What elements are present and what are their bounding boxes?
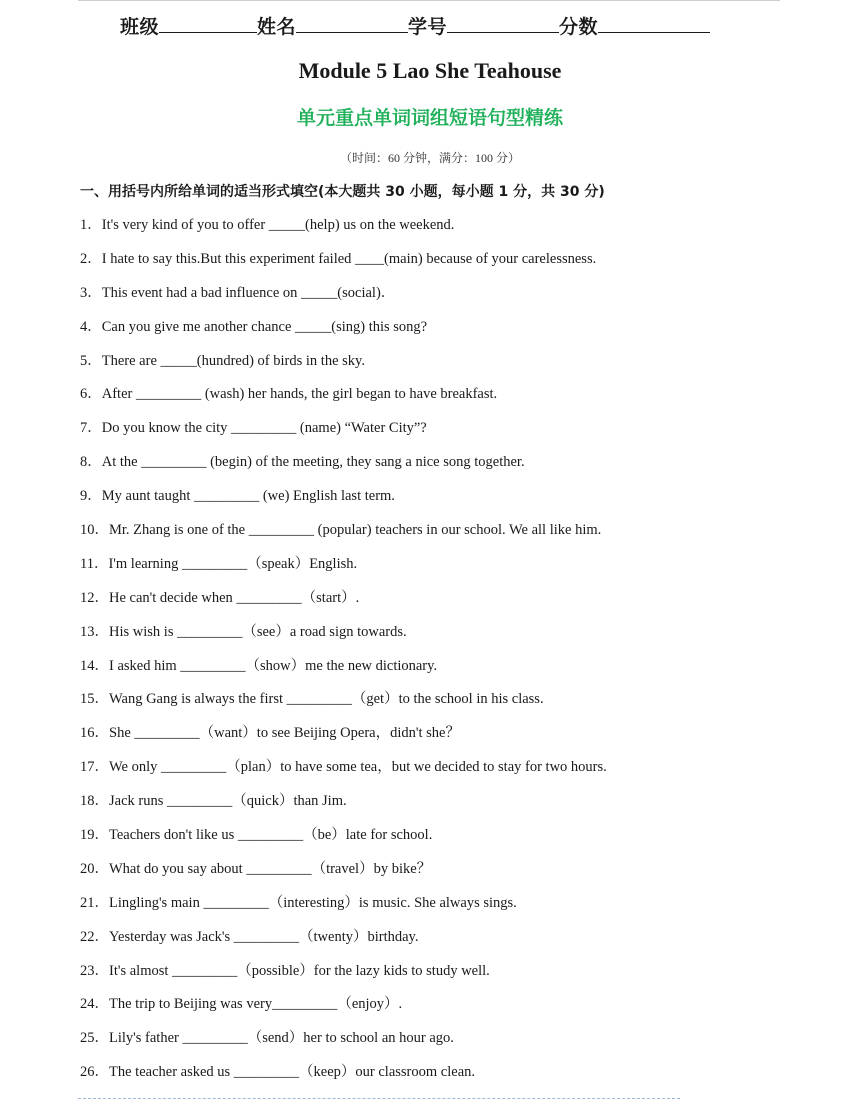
question-item: 16．She _________（want）to see Beijing Opera，didn't she？ [80, 725, 460, 742]
question-item: 8．At the _________ (begin) of the meeting, they sang a nice song together. [80, 454, 525, 471]
question-item: 25．Lily's father _________（send）her to school an hour ago. [80, 1030, 454, 1047]
name-blank [296, 14, 408, 33]
question-item: 14．I asked him _________（show）me the new dictionary. [80, 657, 438, 674]
name-label: 姓名 [257, 16, 297, 38]
question-item: 5．There are _____(hundred) of birds in the sky. [80, 352, 365, 369]
student-info-header [120, 12, 710, 39]
question-item: 24．The trip to Beijing was very_________（enjoy）. [80, 996, 403, 1013]
class-blank [159, 14, 257, 33]
question-item: 18．Jack runs _________（quick）than Jim. [80, 793, 347, 810]
student-id-label: 学号 [408, 16, 448, 38]
question-item: 20．What do you say about _________（travel）by bike？ [80, 860, 432, 877]
section-heading: 一、用括号内所给单词的适当形式填空(本大题共 30 小题，每小题 1 分，共 30 分) [80, 184, 605, 200]
question-item: 22．Yesterday was Jack's _________（twenty）birthday. [80, 928, 419, 945]
question-item: 21．Lingling's main _________（interesting）is music. She always sings. [80, 894, 517, 911]
page-subtitle: 单元重点单词词组短语句型精练 [296, 107, 563, 129]
question-item: 13．His wish is _________（see）a road sign towards. [80, 623, 407, 640]
score-label: 分数 [559, 16, 599, 38]
question-item: 3．This event had a bad influence on _____(social)． [80, 284, 396, 301]
bottom-rule [78, 1098, 680, 1099]
question-list [80, 213, 800, 1094]
question-item: 19．Teachers don't like us _________（be）late for school. [80, 827, 433, 844]
question-item: 17．We only _________（plan）to have some tea，but we decided to stay for two hours. [80, 759, 607, 776]
question-item: 11．I'm learning _________（speak）English. [80, 555, 358, 572]
page-title: Module 5 Lao She Teahouse [298, 58, 562, 83]
time-info: （时间：60 分钟，满分：100 分） [339, 151, 520, 165]
score-blank [598, 14, 710, 33]
class-label: 班级 [120, 16, 160, 38]
question-item: 4．Can you give me another chance _____(sing) this song? [80, 318, 428, 335]
question-item: 10．Mr. Zhang is one of the _________ (popular) teachers in our school. We all like him. [80, 522, 602, 539]
question-item: 26．The teacher asked us _________（keep）our classroom clean. [80, 1064, 476, 1081]
top-rule [78, 0, 780, 1]
question-item: 1．It's very kind of you to offer _____(help) us on the weekend. [80, 217, 455, 233]
student-id-blank [447, 14, 559, 33]
question-item: 15．Wang Gang is always the first _________（get）to the school in his class. [80, 691, 544, 708]
question-item: 12．He can't decide when _________（start）. [80, 589, 360, 606]
question-item: 6．After _________ (wash) her hands, the girl began to have breakfast. [80, 386, 498, 403]
question-item: 9．My aunt taught _________ (we) English last term. [80, 488, 395, 505]
question-item: 23．It's almost _________（possible）for the lazy kids to study well. [80, 962, 490, 979]
question-item: 2．I hate to say this.But this experiment failed ____(main) because of your carelessness. [80, 250, 597, 267]
question-item: 7．Do you know the city _________ (name) “Water City”? [80, 420, 427, 437]
